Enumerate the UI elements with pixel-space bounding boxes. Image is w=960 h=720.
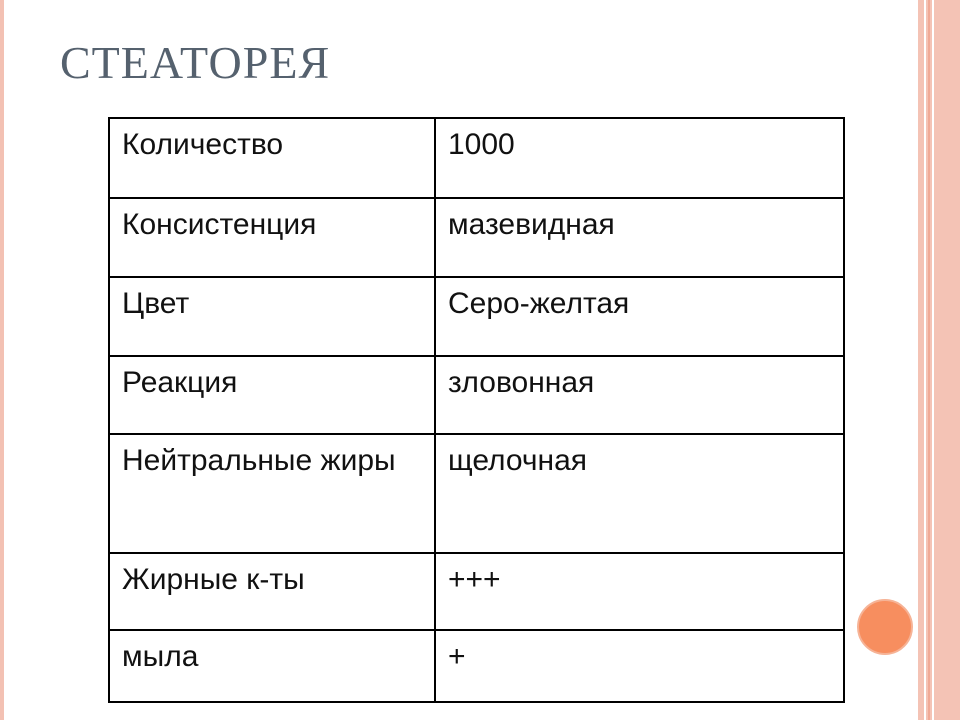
row-value: 1000 [435, 118, 844, 198]
row-value: + [435, 630, 844, 702]
row-key: Количество [109, 118, 435, 198]
row-value: +++ [435, 553, 844, 630]
table-row [109, 553, 844, 630]
table-row [109, 356, 844, 434]
row-key: мыла [109, 630, 435, 702]
table-row [109, 434, 844, 553]
left-border-decoration [0, 0, 4, 720]
row-value: щелочная [435, 434, 844, 553]
row-key: Цвет [109, 277, 435, 356]
right-border-gap [932, 0, 934, 720]
row-key: Консистенция [109, 198, 435, 277]
row-value: зловонная [435, 356, 844, 434]
right-border-gap [924, 0, 926, 720]
decorative-circle [857, 599, 913, 655]
table-row [109, 118, 844, 198]
slide-title: СТЕАТОРЕЯ [60, 37, 331, 88]
row-key: Жирные к-ты [109, 553, 435, 630]
row-value: мазевидная [435, 198, 844, 277]
right-border-decoration [918, 0, 960, 720]
table-row [109, 277, 844, 356]
row-key: Нейтральные жиры [109, 434, 435, 553]
table-row [109, 198, 844, 277]
right-border-line [928, 0, 930, 720]
row-value: Серо-желтая [435, 277, 844, 356]
data-table [108, 117, 845, 703]
table-row [109, 630, 844, 702]
row-key: Реакция [109, 356, 435, 434]
